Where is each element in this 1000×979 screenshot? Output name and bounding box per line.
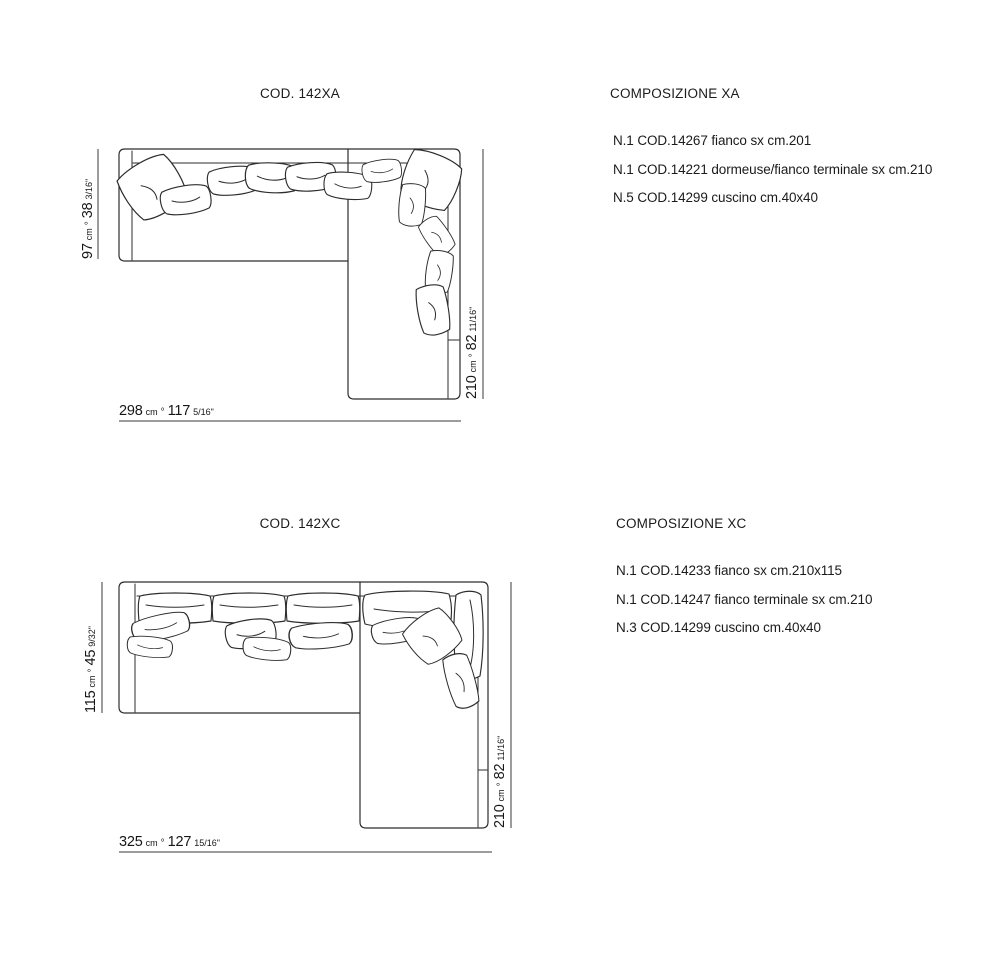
- dim-unit: cm: [87, 675, 97, 688]
- dim-fraction: 15/16": [194, 838, 220, 848]
- composition-item: N.5 COD.14299 cuscino cm.40x40: [613, 190, 818, 205]
- dim-unit: cm: [145, 407, 158, 417]
- composition-item: N.1 COD.14233 fianco sx cm.210x115: [616, 563, 842, 578]
- dim-value-cm: 210: [464, 375, 480, 399]
- sofa-plan-xa: [98, 146, 483, 421]
- dim-value-inch: 45: [83, 649, 99, 666]
- sofa-xa-pillows: [113, 146, 465, 337]
- dim-separator: °: [496, 782, 507, 787]
- dimension-label-xc-chaise-length: [492, 582, 508, 828]
- dimension-label-xa-width: [119, 403, 462, 419]
- dim-value-cm: 115: [83, 690, 99, 713]
- dim-separator: °: [468, 353, 479, 358]
- dim-separator: °: [84, 221, 95, 226]
- pillow: [242, 635, 292, 662]
- drawing-code-xa: COD. 142XA: [259, 86, 341, 101]
- composition-title-xa: COMPOSIZIONE XA: [610, 86, 740, 101]
- composition-item: N.1 COD.14267 fianco sx cm.201: [613, 133, 812, 148]
- dim-value-inch: 117: [167, 403, 191, 419]
- dim-separator: °: [87, 668, 98, 673]
- composition-list-xa: [613, 127, 932, 213]
- dim-fraction: 3/16": [84, 178, 94, 200]
- dim-value-inch: 127: [167, 834, 192, 850]
- dim-unit: cm: [145, 838, 158, 848]
- dim-value-inch: 38: [80, 202, 96, 219]
- dim-value-cm: 97: [80, 243, 96, 259]
- dim-value-cm: 325: [119, 834, 143, 850]
- dim-value-cm: 298: [119, 403, 143, 419]
- dim-unit: cm: [468, 360, 478, 373]
- dimension-label-xa-depth: [80, 149, 96, 259]
- dim-fraction: 11/16": [496, 735, 506, 761]
- drawing-code-xc: COD. 142XC: [259, 516, 341, 531]
- dim-value-cm: 210: [492, 804, 508, 828]
- dimension-label-xc-depth: [83, 582, 99, 713]
- dim-value-inch: 82: [464, 334, 480, 351]
- dim-unit: cm: [496, 789, 506, 802]
- pillow: [288, 621, 353, 651]
- dim-value-inch: 82: [492, 763, 508, 780]
- back-cushion: [286, 593, 359, 623]
- back-cushion: [212, 593, 285, 623]
- composition-item: N.3 COD.14299 cuscino cm.40x40: [616, 620, 821, 635]
- pillow: [361, 157, 403, 184]
- dimension-label-xc-width: [119, 834, 493, 850]
- composition-title-xc: COMPOSIZIONE XC: [616, 516, 747, 531]
- pillow: [397, 183, 427, 228]
- composition-item: N.1 COD.14221 dormeuse/fianco terminale sx cm.210: [613, 161, 933, 177]
- dim-fraction: 11/16": [468, 306, 478, 332]
- sofa-plan-xc: [102, 582, 511, 852]
- composition-item: N.1 COD.14247 fianco terminale sx cm.210: [616, 591, 873, 607]
- dim-fraction: 5/16": [193, 407, 214, 417]
- composition-list-xc: [616, 557, 872, 643]
- dim-separator: °: [160, 407, 165, 418]
- dim-fraction: 9/32": [87, 626, 97, 647]
- dim-separator: °: [160, 838, 165, 849]
- dim-unit: cm: [84, 228, 94, 241]
- dimension-label-xa-chaise-length: [464, 149, 480, 399]
